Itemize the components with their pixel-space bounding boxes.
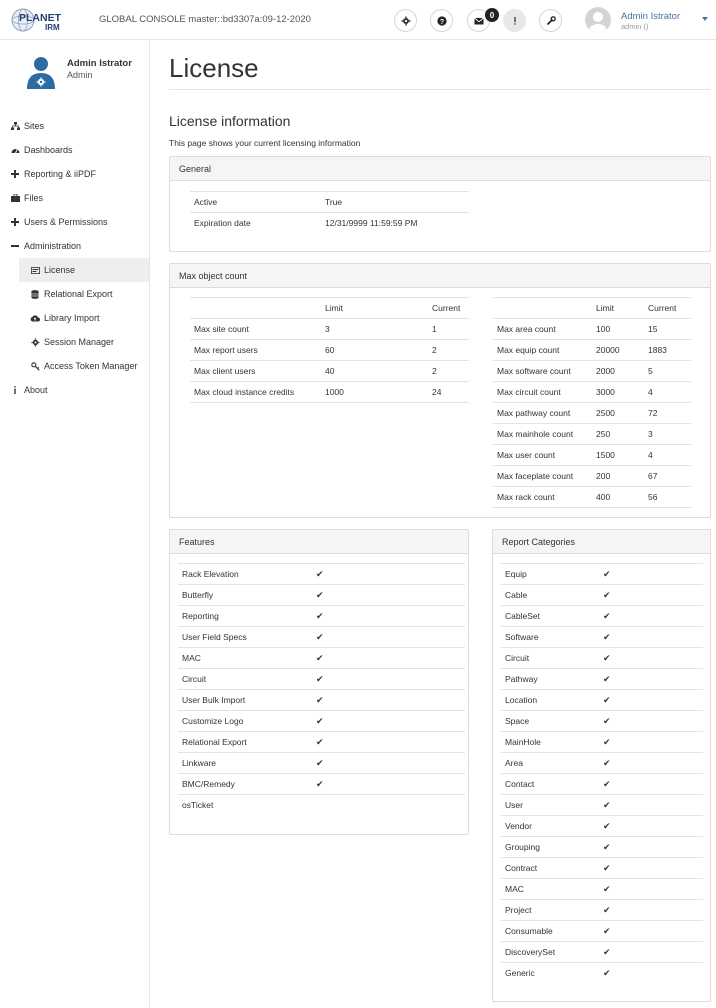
row-label: Max circuit count <box>493 382 592 403</box>
item-label: Space <box>501 711 599 732</box>
enabled-cell <box>599 606 703 627</box>
item-label: Contact <box>501 774 599 795</box>
item-label: MainHole <box>501 732 599 753</box>
table-row <box>178 774 465 795</box>
item-label: Equip <box>501 564 599 585</box>
row-current: 56 <box>644 487 691 508</box>
row-current: 72 <box>644 403 691 424</box>
table-row <box>501 795 703 816</box>
row-limit: 3 <box>321 319 428 340</box>
check-icon: ✔ <box>603 820 611 831</box>
check-icon: ✔ <box>603 904 611 915</box>
row-label: Max cloud instance credits <box>190 382 321 403</box>
svg-text:PLANET: PLANET <box>19 12 61 24</box>
table-row <box>501 606 703 627</box>
table-row <box>190 361 469 382</box>
sidebar-item-label: Administration <box>24 241 82 251</box>
report-categories-table <box>501 563 703 984</box>
table-row <box>178 564 465 585</box>
table-row <box>178 648 465 669</box>
row-current: 2 <box>428 340 469 361</box>
item-label: CableSet <box>501 606 599 627</box>
table-row <box>178 732 465 753</box>
item-label: User <box>501 795 599 816</box>
features-table <box>178 563 465 816</box>
enabled-cell <box>312 648 465 669</box>
key-icon <box>29 362 41 371</box>
table-header-row <box>190 298 469 319</box>
item-label: Butterfly <box>178 585 312 606</box>
table-row <box>190 319 469 340</box>
row-limit: 40 <box>321 361 428 382</box>
enabled-cell <box>599 669 703 690</box>
section-description: This page shows your current licensing information <box>169 138 361 148</box>
check-icon: ✔ <box>603 841 611 852</box>
row-limit: 1000 <box>321 382 428 403</box>
table-row <box>190 192 469 213</box>
item-label: Contract <box>501 858 599 879</box>
enabled-cell <box>312 585 465 606</box>
check-icon: ✔ <box>603 673 611 684</box>
table-row <box>190 213 469 234</box>
sitemap-icon <box>9 122 21 130</box>
column-header-current: Current <box>428 298 469 319</box>
check-icon: ✔ <box>316 568 324 579</box>
panel-heading: General <box>170 157 710 181</box>
console-title: GLOBAL CONSOLE master::bd3307a:09-12-2020 <box>99 14 311 25</box>
enabled-cell <box>599 921 703 942</box>
general-value-active: True <box>321 192 469 213</box>
check-icon: ✔ <box>603 799 611 810</box>
item-label: Grouping <box>501 837 599 858</box>
item-label: Generic <box>505 968 535 979</box>
sidebar-item-label: Access Token Manager <box>44 361 138 371</box>
row-label: Max user count <box>493 445 592 466</box>
check-icon: ✔ <box>316 715 324 726</box>
table-row <box>178 795 465 816</box>
check-icon: ✔ <box>603 736 611 747</box>
table-row <box>501 900 703 921</box>
enabled-cell <box>312 564 465 585</box>
info-icon <box>9 386 21 394</box>
row-label: Max software count <box>493 361 592 382</box>
check-icon: ✔ <box>316 694 324 705</box>
item-label: DiscoverySet <box>501 942 599 963</box>
plus-icon <box>9 170 21 178</box>
general-label-expiration: Expiration date <box>194 218 251 229</box>
max-count-left-table <box>190 297 469 403</box>
title-divider <box>169 89 710 90</box>
enabled-cell <box>599 732 703 753</box>
check-icon: ✔ <box>603 652 611 663</box>
row-current: 3 <box>644 424 691 445</box>
check-icon: ✔ <box>316 673 324 684</box>
header-user-sub: admin () <box>621 22 649 31</box>
chevron-down-icon[interactable] <box>702 17 708 21</box>
plus-icon <box>9 218 21 226</box>
row-label: Max pathway count <box>493 403 592 424</box>
enabled-cell <box>599 942 703 963</box>
table-row <box>493 466 691 487</box>
sidebar-item-dashboards[interactable] <box>0 138 149 162</box>
check-icon: ✔ <box>603 778 611 789</box>
check-icon: ✔ <box>603 883 611 894</box>
enabled-cell <box>599 816 703 837</box>
sidebar-item-access-token-manager[interactable] <box>0 354 149 378</box>
row-label: Max client users <box>190 361 321 382</box>
enabled-cell <box>312 606 465 627</box>
table-row <box>493 403 691 424</box>
column-header-current: Current <box>644 298 691 319</box>
enabled-cell <box>599 837 703 858</box>
page-title: License <box>169 53 259 83</box>
row-limit: 1500 <box>592 445 644 466</box>
general-value-expiration: 12/31/9999 11:59:59 PM <box>325 218 418 229</box>
row-current: 4 <box>644 445 691 466</box>
check-icon: ✔ <box>603 631 611 642</box>
table-row <box>501 669 703 690</box>
database-icon <box>29 290 41 299</box>
table-row <box>501 942 703 963</box>
row-current: 1 <box>428 319 469 340</box>
sidebar-item-files[interactable] <box>0 186 149 210</box>
enabled-cell <box>312 774 465 795</box>
table-row <box>501 879 703 900</box>
settings-button[interactable] <box>394 9 417 32</box>
table-row <box>501 858 703 879</box>
row-limit: 2000 <box>592 361 644 382</box>
item-label: User Field Specs <box>178 627 312 648</box>
item-label: Vendor <box>501 816 599 837</box>
item-label: Circuit <box>178 669 312 690</box>
row-current: 1883 <box>644 340 691 361</box>
item-label: Consumable <box>501 921 599 942</box>
sidebar-item-sites[interactable] <box>0 114 149 138</box>
report-categories-panel <box>492 529 711 1002</box>
table-row <box>178 690 465 711</box>
gear-icon <box>401 16 411 26</box>
sidebar-item-label: Session Manager <box>44 337 115 347</box>
disabled-cell <box>312 795 465 816</box>
minus-icon <box>9 242 21 250</box>
row-label: Max rack count <box>493 487 592 508</box>
general-table <box>190 191 469 234</box>
check-icon: ✔ <box>316 631 324 642</box>
check-icon: ✔ <box>316 736 324 747</box>
enabled-cell <box>312 627 465 648</box>
enabled-cell <box>599 858 703 879</box>
row-current: 24 <box>428 382 469 403</box>
sidebar-item-label: Files <box>24 193 44 203</box>
table-row <box>501 753 703 774</box>
enabled-cell <box>599 879 703 900</box>
panel-heading: Max object count <box>170 264 710 288</box>
check-icon: ✔ <box>603 715 611 726</box>
table-row <box>493 319 691 340</box>
svg-text:IRM: IRM <box>45 23 60 32</box>
planet-irm-logo[interactable] <box>11 6 79 34</box>
alerts-button[interactable] <box>503 9 526 32</box>
general-label-active: Active <box>190 192 321 213</box>
dashboard-icon <box>9 146 21 154</box>
row-current: 2 <box>428 361 469 382</box>
sidebar-item-label: Dashboards <box>24 145 73 155</box>
table-row <box>178 585 465 606</box>
item-label: MAC <box>501 879 599 900</box>
table-row <box>493 487 691 508</box>
sidebar-item-reporting[interactable] <box>0 162 149 186</box>
enabled-cell <box>599 900 703 921</box>
item-label: Relational Export <box>178 732 312 753</box>
row-label: Max report users <box>190 340 321 361</box>
enabled-cell <box>599 690 703 711</box>
top-bar <box>0 0 716 40</box>
max-object-count-panel <box>169 263 711 518</box>
row-limit: 3000 <box>592 382 644 403</box>
check-icon: ✔ <box>316 610 324 621</box>
item-label: Linkware <box>178 753 312 774</box>
check-icon: ✔ <box>603 610 611 621</box>
table-row <box>501 564 703 585</box>
table-row <box>178 669 465 690</box>
sidebar-item-label: License <box>44 265 76 275</box>
table-row <box>190 340 469 361</box>
row-limit: 200 <box>592 466 644 487</box>
check-icon: ✔ <box>603 694 611 705</box>
table-row <box>493 361 691 382</box>
item-label: Project <box>501 900 599 921</box>
row-limit: 2500 <box>592 403 644 424</box>
enabled-cell <box>312 711 465 732</box>
row-label: Max equip count <box>493 340 592 361</box>
sidebar-item-label: Reporting & iiPDF <box>24 169 97 179</box>
row-current: 67 <box>644 466 691 487</box>
exclamation-icon <box>510 16 520 26</box>
license-icon <box>29 267 41 274</box>
sidebar-item-users-permissions[interactable] <box>0 210 149 234</box>
table-row <box>178 606 465 627</box>
wrench-icon <box>546 16 556 26</box>
table-row <box>501 690 703 711</box>
notification-count-badge: 0 <box>485 8 499 22</box>
sidebar-item-label: Sites <box>24 121 45 131</box>
column-header-name <box>190 298 321 319</box>
header-user-name[interactable]: Admin Istrator <box>621 11 681 22</box>
item-label: Circuit <box>501 648 599 669</box>
table-row <box>501 585 703 606</box>
column-header-limit: Limit <box>592 298 644 319</box>
enabled-cell <box>599 585 703 606</box>
table-row <box>501 732 703 753</box>
check-icon: ✔ <box>603 925 611 936</box>
sidebar-item-about[interactable] <box>0 378 149 402</box>
table-row <box>501 648 703 669</box>
enabled-cell <box>599 753 703 774</box>
item-label: Software <box>501 627 599 648</box>
check-icon: ✔ <box>316 757 324 768</box>
sidebar-item-label: Users & Permissions <box>24 217 108 227</box>
row-current: 5 <box>644 361 691 382</box>
table-row <box>501 627 703 648</box>
item-label: Reporting <box>178 606 312 627</box>
briefcase-icon <box>9 194 21 202</box>
item-label: User Bulk Import <box>178 690 312 711</box>
sidebar-item-label: Relational Export <box>44 289 113 299</box>
panel-heading: Features <box>170 530 468 554</box>
envelope-icon <box>474 16 484 26</box>
item-label: Rack Elevation <box>178 564 312 585</box>
item-label: BMC/Remedy <box>178 774 312 795</box>
item-label: Area <box>501 753 599 774</box>
item-label: Pathway <box>501 669 599 690</box>
check-icon: ✔ <box>603 757 611 768</box>
sidebar-item-label: Library Import <box>44 313 100 323</box>
question-icon <box>437 16 447 26</box>
enabled-cell <box>599 564 703 585</box>
row-current: 15 <box>644 319 691 340</box>
enabled-cell <box>312 753 465 774</box>
check-icon: ✔ <box>316 778 324 789</box>
column-header-limit: Limit <box>321 298 428 319</box>
column-header-name <box>493 298 592 319</box>
table-row <box>178 753 465 774</box>
row-limit: 400 <box>592 487 644 508</box>
table-row <box>501 774 703 795</box>
row-limit: 100 <box>592 319 644 340</box>
check-icon: ✔ <box>603 589 611 600</box>
cloud-upload-icon <box>29 314 41 322</box>
item-label: osTicket <box>182 800 214 811</box>
sidebar-item-license[interactable] <box>19 258 149 282</box>
table-row <box>501 816 703 837</box>
general-panel <box>169 156 711 252</box>
check-icon: ✔ <box>603 946 611 957</box>
item-label: Cable <box>501 585 599 606</box>
sidebar-item-label: About <box>24 385 48 395</box>
row-limit: 60 <box>321 340 428 361</box>
sidebar-item-library-import[interactable] <box>0 306 149 330</box>
gear-icon <box>29 338 41 347</box>
enabled-cell <box>599 795 703 816</box>
item-label: Location <box>501 690 599 711</box>
enabled-cell <box>599 963 703 984</box>
panel-heading: Report Categories <box>493 530 710 554</box>
check-icon: ✔ <box>603 862 611 873</box>
enabled-cell <box>312 690 465 711</box>
row-label: Max site count <box>190 319 321 340</box>
enabled-cell <box>312 669 465 690</box>
sidebar-item-administration[interactable] <box>0 234 149 258</box>
tools-button[interactable] <box>539 9 562 32</box>
user-avatar[interactable] <box>585 7 611 33</box>
table-row <box>501 963 703 984</box>
enabled-cell <box>312 732 465 753</box>
table-row <box>493 382 691 403</box>
row-current: 4 <box>644 382 691 403</box>
enabled-cell <box>599 648 703 669</box>
user-profile-icon <box>26 56 56 90</box>
section-title: License information <box>169 113 291 129</box>
table-row <box>178 711 465 732</box>
enabled-cell <box>599 711 703 732</box>
table-row <box>493 445 691 466</box>
table-row <box>178 627 465 648</box>
check-icon: ✔ <box>603 568 611 579</box>
sidebar-user-name: Admin Istrator <box>67 58 132 69</box>
table-row <box>501 837 703 858</box>
item-label: Customize Logo <box>178 711 312 732</box>
sidebar-user-role: Admin <box>67 70 93 80</box>
table-row <box>493 424 691 445</box>
table-row <box>190 382 469 403</box>
row-label: Max faceplate count <box>493 466 592 487</box>
item-label: MAC <box>178 648 312 669</box>
sidebar-item-session-manager[interactable] <box>0 330 149 354</box>
check-icon: ✔ <box>316 589 324 600</box>
row-label: Max mainhole count <box>493 424 592 445</box>
max-count-right-table <box>493 297 691 508</box>
table-row <box>501 921 703 942</box>
row-label: Max area count <box>493 319 592 340</box>
table-row <box>493 340 691 361</box>
row-limit: 20000 <box>592 340 644 361</box>
enabled-cell <box>599 627 703 648</box>
enabled-cell <box>599 774 703 795</box>
table-header-row <box>493 298 691 319</box>
check-icon: ✔ <box>603 967 611 978</box>
sidebar-item-relational-export[interactable] <box>0 282 149 306</box>
features-panel <box>169 529 469 835</box>
svg-text:?: ? <box>439 18 444 26</box>
check-icon: ✔ <box>316 652 324 663</box>
row-limit: 250 <box>592 424 644 445</box>
help-button[interactable] <box>430 9 453 32</box>
table-row <box>501 711 703 732</box>
